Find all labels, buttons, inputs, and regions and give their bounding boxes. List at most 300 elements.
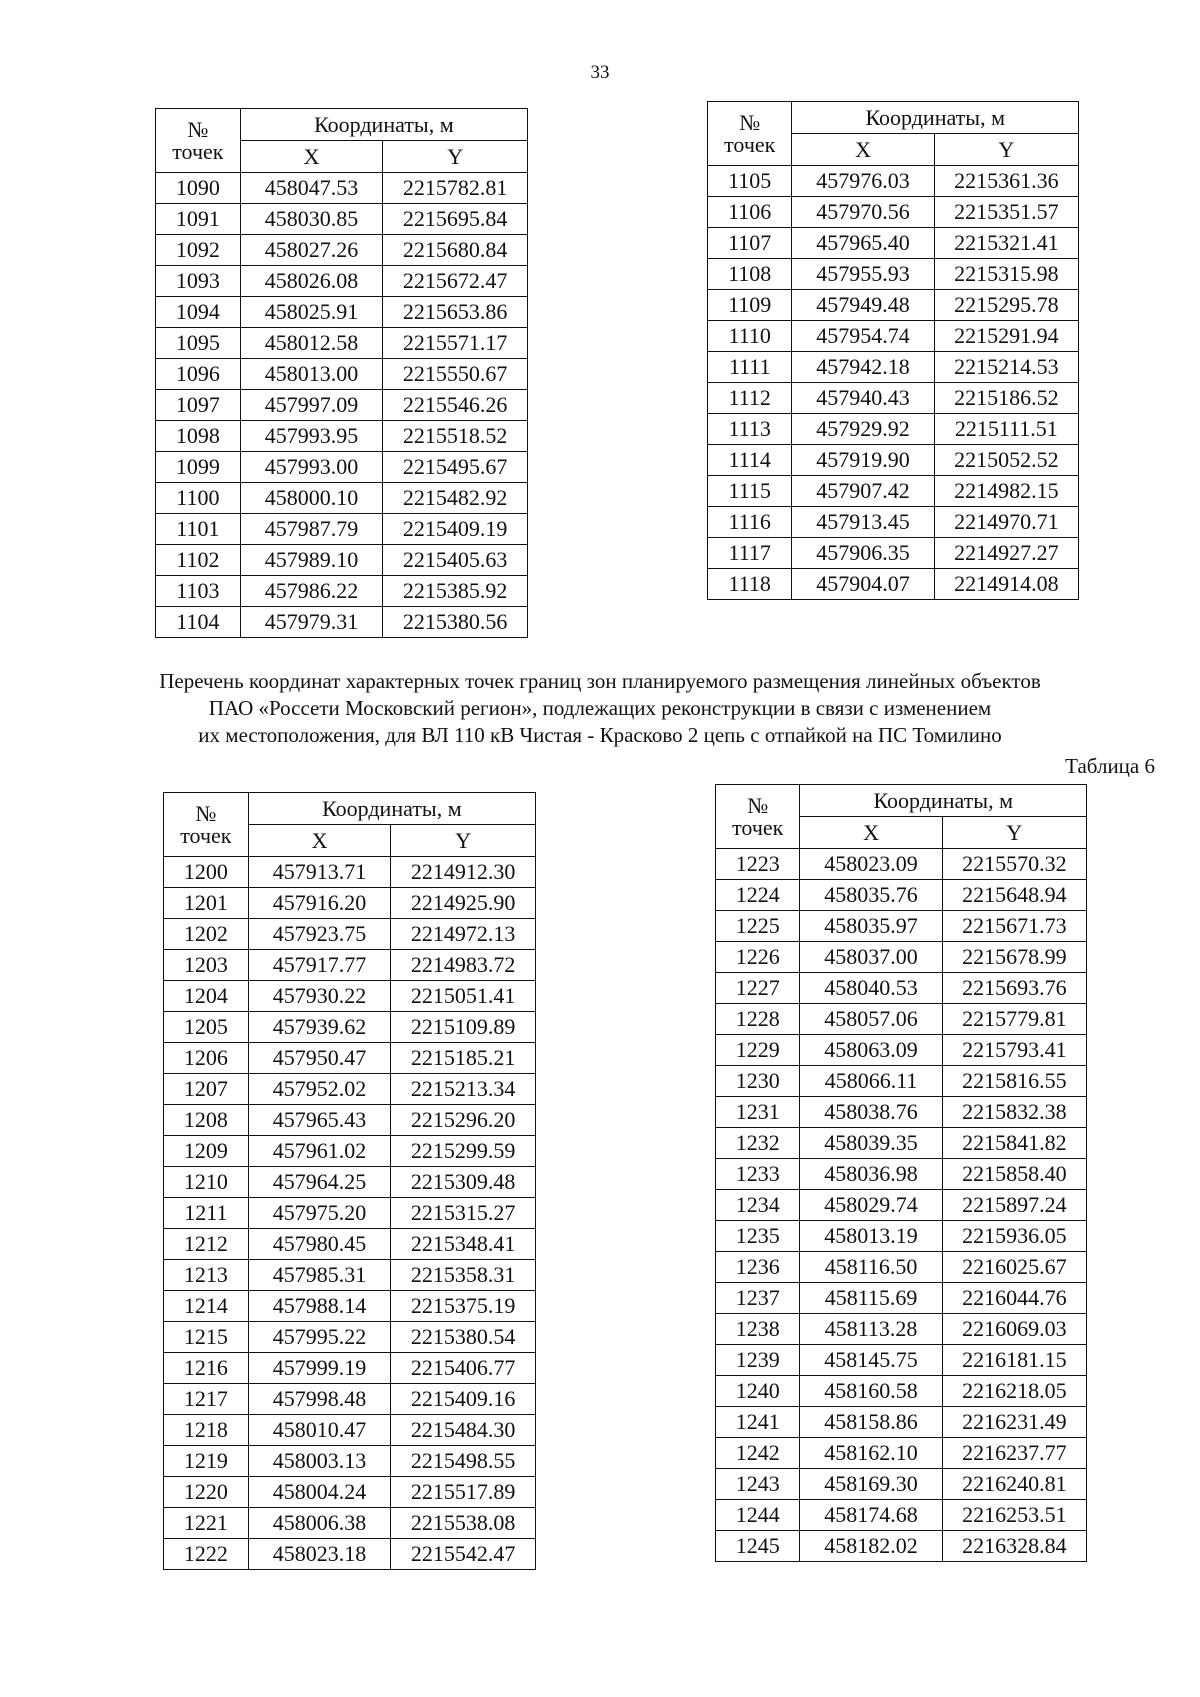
- header-x: X: [800, 817, 942, 849]
- coordinates-table-3: [163, 792, 536, 1570]
- point-number-cell: 1219: [164, 1446, 249, 1477]
- table-row: [156, 173, 528, 204]
- point-number-cell: 1217: [164, 1384, 249, 1415]
- caption-line-2: ПАО «Россети Московский регион», подлежащих реконструкции в связи с изменением: [208, 696, 992, 720]
- point-number-cell: 1232: [716, 1128, 800, 1159]
- point-number-cell: 1218: [164, 1415, 249, 1446]
- table-row: [156, 483, 528, 514]
- table-row: [156, 514, 528, 545]
- point-number-cell: 1233: [716, 1159, 800, 1190]
- table-row: [164, 888, 536, 919]
- point-number-cell: 1243: [716, 1469, 800, 1500]
- y-coordinate-cell: 2216218.05: [942, 1376, 1086, 1407]
- header-y: Y: [383, 141, 528, 173]
- x-coordinate-cell: 457952.02: [248, 1074, 391, 1105]
- table-row: [708, 290, 1079, 321]
- x-coordinate-cell: 458038.76: [800, 1097, 942, 1128]
- x-coordinate-cell: 458040.53: [800, 973, 942, 1004]
- point-number-cell: 1117: [708, 538, 792, 569]
- header-x: X: [240, 141, 383, 173]
- table-row: [156, 576, 528, 607]
- header-y: Y: [934, 134, 1078, 166]
- point-number-cell: 1211: [164, 1198, 249, 1229]
- table-row: [716, 1469, 1087, 1500]
- x-coordinate-cell: 457964.25: [248, 1167, 391, 1198]
- point-number-cell: 1116: [708, 507, 792, 538]
- point-number-cell: 1241: [716, 1407, 800, 1438]
- table-label: Таблица 6: [1065, 754, 1155, 778]
- table-row: [708, 476, 1079, 507]
- point-number-cell: 1114: [708, 445, 792, 476]
- x-coordinate-cell: 458057.06: [800, 1004, 942, 1035]
- y-coordinate-cell: 2215495.67: [383, 452, 528, 483]
- y-coordinate-cell: 2215214.53: [934, 352, 1078, 383]
- x-coordinate-cell: 457949.48: [792, 290, 934, 321]
- point-number-cell: 1203: [164, 950, 249, 981]
- y-coordinate-cell: 2215518.52: [383, 421, 528, 452]
- coordinates-table-4: [715, 784, 1087, 1562]
- table-row: [164, 1229, 536, 1260]
- point-number-cell: 1244: [716, 1500, 800, 1531]
- header-y: Y: [942, 817, 1086, 849]
- y-coordinate-cell: 2215897.24: [942, 1190, 1086, 1221]
- y-coordinate-cell: 2216044.76: [942, 1283, 1086, 1314]
- table-row: [164, 857, 536, 888]
- table-row: [716, 1345, 1087, 1376]
- x-coordinate-cell: 458035.97: [800, 911, 942, 942]
- point-number-cell: 1095: [156, 328, 241, 359]
- point-number-cell: 1208: [164, 1105, 249, 1136]
- y-coordinate-cell: 2215315.98: [934, 259, 1078, 290]
- y-coordinate-cell: 2215409.16: [391, 1384, 536, 1415]
- point-number-cell: 1110: [708, 321, 792, 352]
- point-number-cell: 1210: [164, 1167, 249, 1198]
- table-row: [716, 1407, 1087, 1438]
- x-coordinate-cell: 458158.86: [800, 1407, 942, 1438]
- y-coordinate-cell: 2215648.94: [942, 880, 1086, 911]
- header-coordinates: Координаты, м: [240, 109, 527, 141]
- table-row: [716, 1128, 1087, 1159]
- y-coordinate-cell: 2215858.40: [942, 1159, 1086, 1190]
- header-y: Y: [391, 825, 536, 857]
- table-row: [708, 383, 1079, 414]
- point-number-cell: 1101: [156, 514, 241, 545]
- y-coordinate-cell: 2214972.13: [391, 919, 536, 950]
- table-row: [708, 259, 1079, 290]
- y-coordinate-cell: 2215816.55: [942, 1066, 1086, 1097]
- point-number-cell: 1207: [164, 1074, 249, 1105]
- list-caption: [60, 668, 1140, 749]
- point-number-cell: 1094: [156, 297, 241, 328]
- y-coordinate-cell: 2214982.15: [934, 476, 1078, 507]
- x-coordinate-cell: 458036.98: [800, 1159, 942, 1190]
- x-coordinate-cell: 457940.43: [792, 383, 934, 414]
- point-number-cell: 1097: [156, 390, 241, 421]
- y-coordinate-cell: 2215570.32: [942, 849, 1086, 880]
- y-coordinate-cell: 2215109.89: [391, 1012, 536, 1043]
- x-coordinate-cell: 457913.45: [792, 507, 934, 538]
- table-row: [716, 973, 1087, 1004]
- point-number-cell: 1105: [708, 166, 792, 197]
- x-coordinate-cell: 457906.35: [792, 538, 934, 569]
- table-row: [708, 166, 1079, 197]
- y-coordinate-cell: 2215309.48: [391, 1167, 536, 1198]
- point-number-cell: 1204: [164, 981, 249, 1012]
- point-number-cell: 1215: [164, 1322, 249, 1353]
- x-coordinate-cell: 457993.95: [240, 421, 383, 452]
- table-row: [716, 1004, 1087, 1035]
- point-number-cell: 1118: [708, 569, 792, 600]
- x-coordinate-cell: 457942.18: [792, 352, 934, 383]
- x-coordinate-cell: 458030.85: [240, 204, 383, 235]
- point-number-cell: 1107: [708, 228, 792, 259]
- header-coordinates: Координаты, м: [248, 793, 535, 825]
- x-coordinate-cell: 458066.11: [800, 1066, 942, 1097]
- x-coordinate-cell: 458012.58: [240, 328, 383, 359]
- table-row: [156, 452, 528, 483]
- x-coordinate-cell: 458026.08: [240, 266, 383, 297]
- table-row: [164, 1508, 536, 1539]
- y-coordinate-cell: 2216240.81: [942, 1469, 1086, 1500]
- table-row: [156, 390, 528, 421]
- table-row: [716, 1066, 1087, 1097]
- table-row: [156, 359, 528, 390]
- x-coordinate-cell: 457950.47: [248, 1043, 391, 1074]
- y-coordinate-cell: 2215375.19: [391, 1291, 536, 1322]
- point-number-cell: 1090: [156, 173, 241, 204]
- table-row: [164, 1415, 536, 1446]
- y-coordinate-cell: 2215299.59: [391, 1136, 536, 1167]
- point-number-cell: 1231: [716, 1097, 800, 1128]
- point-number-cell: 1221: [164, 1508, 249, 1539]
- x-coordinate-cell: 457929.92: [792, 414, 934, 445]
- x-coordinate-cell: 457989.10: [240, 545, 383, 576]
- table-row: [156, 204, 528, 235]
- x-coordinate-cell: 457965.40: [792, 228, 934, 259]
- y-coordinate-cell: 2216237.77: [942, 1438, 1086, 1469]
- x-coordinate-cell: 458169.30: [800, 1469, 942, 1500]
- table-row: [708, 321, 1079, 352]
- x-coordinate-cell: 458013.00: [240, 359, 383, 390]
- y-coordinate-cell: 2216253.51: [942, 1500, 1086, 1531]
- y-coordinate-cell: 2214925.90: [391, 888, 536, 919]
- y-coordinate-cell: 2215653.86: [383, 297, 528, 328]
- table-row: [716, 1097, 1087, 1128]
- y-coordinate-cell: 2215406.77: [391, 1353, 536, 1384]
- point-number-cell: 1240: [716, 1376, 800, 1407]
- y-coordinate-cell: 2214970.71: [934, 507, 1078, 538]
- y-coordinate-cell: 2215782.81: [383, 173, 528, 204]
- x-coordinate-cell: 458162.10: [800, 1438, 942, 1469]
- y-coordinate-cell: 2215295.78: [934, 290, 1078, 321]
- y-coordinate-cell: 2216181.15: [942, 1345, 1086, 1376]
- x-coordinate-cell: 457975.20: [248, 1198, 391, 1229]
- y-coordinate-cell: 2215051.41: [391, 981, 536, 1012]
- x-coordinate-cell: 458145.75: [800, 1345, 942, 1376]
- table-row: [164, 981, 536, 1012]
- y-coordinate-cell: 2215291.94: [934, 321, 1078, 352]
- table-row: [716, 1314, 1087, 1345]
- y-coordinate-cell: 2215380.54: [391, 1322, 536, 1353]
- point-number-cell: 1205: [164, 1012, 249, 1043]
- table-row: [164, 1136, 536, 1167]
- point-number-cell: 1200: [164, 857, 249, 888]
- x-coordinate-cell: 458039.35: [800, 1128, 942, 1159]
- y-coordinate-cell: 2215321.41: [934, 228, 1078, 259]
- caption-line-1: Перечень координат характерных точек границ зон планируемого размещения линейных объектов: [159, 669, 1041, 693]
- x-coordinate-cell: 458174.68: [800, 1500, 942, 1531]
- x-coordinate-cell: 457965.43: [248, 1105, 391, 1136]
- table-row: [708, 352, 1079, 383]
- point-number-cell: 1100: [156, 483, 241, 514]
- point-number-cell: 1229: [716, 1035, 800, 1066]
- table-row: [164, 1074, 536, 1105]
- point-number-cell: 1225: [716, 911, 800, 942]
- x-coordinate-cell: 458182.02: [800, 1531, 942, 1562]
- table-row: [716, 880, 1087, 911]
- table-row: [156, 297, 528, 328]
- y-coordinate-cell: 2214912.30: [391, 857, 536, 888]
- y-coordinate-cell: 2214927.27: [934, 538, 1078, 569]
- x-coordinate-cell: 457979.31: [240, 607, 383, 638]
- y-coordinate-cell: 2215546.26: [383, 390, 528, 421]
- y-coordinate-cell: 2215484.30: [391, 1415, 536, 1446]
- y-coordinate-cell: 2214914.08: [934, 569, 1078, 600]
- point-number-cell: 1226: [716, 942, 800, 973]
- y-coordinate-cell: 2216069.03: [942, 1314, 1086, 1345]
- header-point-number: № точек: [164, 793, 249, 857]
- y-coordinate-cell: 2215671.73: [942, 911, 1086, 942]
- table-row: [164, 1043, 536, 1074]
- x-coordinate-cell: 457961.02: [248, 1136, 391, 1167]
- y-coordinate-cell: 2216231.49: [942, 1407, 1086, 1438]
- point-number-cell: 1236: [716, 1252, 800, 1283]
- y-coordinate-cell: 2215405.63: [383, 545, 528, 576]
- y-coordinate-cell: 2215498.55: [391, 1446, 536, 1477]
- y-coordinate-cell: 2215358.31: [391, 1260, 536, 1291]
- point-number-cell: 1223: [716, 849, 800, 880]
- x-coordinate-cell: 457998.48: [248, 1384, 391, 1415]
- y-coordinate-cell: 2215482.92: [383, 483, 528, 514]
- table-row: [716, 1035, 1087, 1066]
- y-coordinate-cell: 2215409.19: [383, 514, 528, 545]
- x-coordinate-cell: 457923.75: [248, 919, 391, 950]
- table-row: [164, 1353, 536, 1384]
- x-coordinate-cell: 458027.26: [240, 235, 383, 266]
- x-coordinate-cell: 457986.22: [240, 576, 383, 607]
- x-coordinate-cell: 457985.31: [248, 1260, 391, 1291]
- y-coordinate-cell: 2215678.99: [942, 942, 1086, 973]
- table-row: [716, 1252, 1087, 1283]
- point-number-cell: 1222: [164, 1539, 249, 1570]
- point-number-cell: 1098: [156, 421, 241, 452]
- y-coordinate-cell: 2215538.08: [391, 1508, 536, 1539]
- x-coordinate-cell: 458013.19: [800, 1221, 942, 1252]
- table-row: [164, 1198, 536, 1229]
- table-row: [164, 1539, 536, 1570]
- point-number-cell: 1093: [156, 266, 241, 297]
- point-number-cell: 1216: [164, 1353, 249, 1384]
- point-number-cell: 1099: [156, 452, 241, 483]
- point-number-cell: 1238: [716, 1314, 800, 1345]
- header-x: X: [792, 134, 934, 166]
- table-row: [164, 1446, 536, 1477]
- x-coordinate-cell: 457955.93: [792, 259, 934, 290]
- point-number-cell: 1209: [164, 1136, 249, 1167]
- point-number-cell: 1103: [156, 576, 241, 607]
- table-row: [716, 1283, 1087, 1314]
- y-coordinate-cell: 2215793.41: [942, 1035, 1086, 1066]
- x-coordinate-cell: 457939.62: [248, 1012, 391, 1043]
- table-row: [716, 1190, 1087, 1221]
- point-number-cell: 1111: [708, 352, 792, 383]
- table-row: [716, 849, 1087, 880]
- point-number-cell: 1230: [716, 1066, 800, 1097]
- x-coordinate-cell: 458116.50: [800, 1252, 942, 1283]
- point-number-cell: 1102: [156, 545, 241, 576]
- point-number-cell: 1214: [164, 1291, 249, 1322]
- x-coordinate-cell: 457993.00: [240, 452, 383, 483]
- y-coordinate-cell: 2215550.67: [383, 359, 528, 390]
- table-row: [708, 197, 1079, 228]
- page-number: 33: [590, 62, 610, 83]
- x-coordinate-cell: 458037.00: [800, 942, 942, 973]
- x-coordinate-cell: 458115.69: [800, 1283, 942, 1314]
- y-coordinate-cell: 2215841.82: [942, 1128, 1086, 1159]
- table-row: [708, 569, 1079, 600]
- y-coordinate-cell: 2214983.72: [391, 950, 536, 981]
- x-coordinate-cell: 457988.14: [248, 1291, 391, 1322]
- y-coordinate-cell: 2215351.57: [934, 197, 1078, 228]
- table-row: [156, 266, 528, 297]
- header-point-number: № точек: [716, 785, 800, 849]
- x-coordinate-cell: 457907.42: [792, 476, 934, 507]
- y-coordinate-cell: 2215185.21: [391, 1043, 536, 1074]
- y-coordinate-cell: 2215517.89: [391, 1477, 536, 1508]
- point-number-cell: 1212: [164, 1229, 249, 1260]
- x-coordinate-cell: 457904.07: [792, 569, 934, 600]
- y-coordinate-cell: 2215571.17: [383, 328, 528, 359]
- x-coordinate-cell: 458113.28: [800, 1314, 942, 1345]
- table-row: [164, 1384, 536, 1415]
- point-number-cell: 1220: [164, 1477, 249, 1508]
- x-coordinate-cell: 457919.90: [792, 445, 934, 476]
- y-coordinate-cell: 2215315.27: [391, 1198, 536, 1229]
- x-coordinate-cell: 457954.74: [792, 321, 934, 352]
- point-number-cell: 1224: [716, 880, 800, 911]
- table-row: [156, 545, 528, 576]
- table-row: [716, 1500, 1087, 1531]
- y-coordinate-cell: 2215213.34: [391, 1074, 536, 1105]
- header-coordinates: Координаты, м: [800, 785, 1087, 817]
- point-number-cell: 1115: [708, 476, 792, 507]
- table-row: [708, 414, 1079, 445]
- x-coordinate-cell: 457997.09: [240, 390, 383, 421]
- y-coordinate-cell: 2215111.51: [934, 414, 1078, 445]
- table-row: [716, 911, 1087, 942]
- table-row: [708, 228, 1079, 259]
- point-number-cell: 1104: [156, 607, 241, 638]
- x-coordinate-cell: 457976.03: [792, 166, 934, 197]
- header-coordinates: Координаты, м: [792, 102, 1079, 134]
- coordinates-table-1: [155, 108, 528, 638]
- table-row: [156, 421, 528, 452]
- point-number-cell: 1106: [708, 197, 792, 228]
- x-coordinate-cell: 458035.76: [800, 880, 942, 911]
- x-coordinate-cell: 457930.22: [248, 981, 391, 1012]
- header-x: X: [248, 825, 391, 857]
- x-coordinate-cell: 457987.79: [240, 514, 383, 545]
- table-row: [164, 1291, 536, 1322]
- header-point-number: № точек: [708, 102, 792, 166]
- caption-line-3: их местоположения, для ВЛ 110 кВ Чистая - Красково 2 цепь с отпайкой на ПС Томилино: [198, 723, 1002, 747]
- table-row: [164, 950, 536, 981]
- point-number-cell: 1096: [156, 359, 241, 390]
- y-coordinate-cell: 2215385.92: [383, 576, 528, 607]
- table-row: [716, 1159, 1087, 1190]
- x-coordinate-cell: 458000.10: [240, 483, 383, 514]
- point-number-cell: 1227: [716, 973, 800, 1004]
- table-row: [156, 328, 528, 359]
- point-number-cell: 1213: [164, 1260, 249, 1291]
- y-coordinate-cell: 2215052.52: [934, 445, 1078, 476]
- x-coordinate-cell: 458063.09: [800, 1035, 942, 1066]
- x-coordinate-cell: 457995.22: [248, 1322, 391, 1353]
- y-coordinate-cell: 2215695.84: [383, 204, 528, 235]
- point-number-cell: 1245: [716, 1531, 800, 1562]
- table-row: [708, 538, 1079, 569]
- table-row: [156, 235, 528, 266]
- table-row: [164, 1105, 536, 1136]
- x-coordinate-cell: 458010.47: [248, 1415, 391, 1446]
- y-coordinate-cell: 2215779.81: [942, 1004, 1086, 1035]
- table-row: [164, 1477, 536, 1508]
- y-coordinate-cell: 2215680.84: [383, 235, 528, 266]
- y-coordinate-cell: 2215380.56: [383, 607, 528, 638]
- point-number-cell: 1237: [716, 1283, 800, 1314]
- point-number-cell: 1206: [164, 1043, 249, 1074]
- y-coordinate-cell: 2215672.47: [383, 266, 528, 297]
- y-coordinate-cell: 2215186.52: [934, 383, 1078, 414]
- x-coordinate-cell: 457916.20: [248, 888, 391, 919]
- table-row: [164, 919, 536, 950]
- x-coordinate-cell: 457980.45: [248, 1229, 391, 1260]
- x-coordinate-cell: 458004.24: [248, 1477, 391, 1508]
- x-coordinate-cell: 458025.91: [240, 297, 383, 328]
- point-number-cell: 1109: [708, 290, 792, 321]
- point-number-cell: 1108: [708, 259, 792, 290]
- point-number-cell: 1234: [716, 1190, 800, 1221]
- y-coordinate-cell: 2215936.05: [942, 1221, 1086, 1252]
- coordinates-table-2: [707, 101, 1079, 600]
- point-number-cell: 1091: [156, 204, 241, 235]
- y-coordinate-cell: 2215296.20: [391, 1105, 536, 1136]
- table-row: [716, 1376, 1087, 1407]
- y-coordinate-cell: 2216328.84: [942, 1531, 1086, 1562]
- point-number-cell: 1202: [164, 919, 249, 950]
- x-coordinate-cell: 458006.38: [248, 1508, 391, 1539]
- y-coordinate-cell: 2216025.67: [942, 1252, 1086, 1283]
- x-coordinate-cell: 458003.13: [248, 1446, 391, 1477]
- table-row: [716, 1531, 1087, 1562]
- y-coordinate-cell: 2215832.38: [942, 1097, 1086, 1128]
- y-coordinate-cell: 2215542.47: [391, 1539, 536, 1570]
- x-coordinate-cell: 458023.09: [800, 849, 942, 880]
- table-row: [716, 1438, 1087, 1469]
- x-coordinate-cell: 458023.18: [248, 1539, 391, 1570]
- table-row: [164, 1322, 536, 1353]
- x-coordinate-cell: 457999.19: [248, 1353, 391, 1384]
